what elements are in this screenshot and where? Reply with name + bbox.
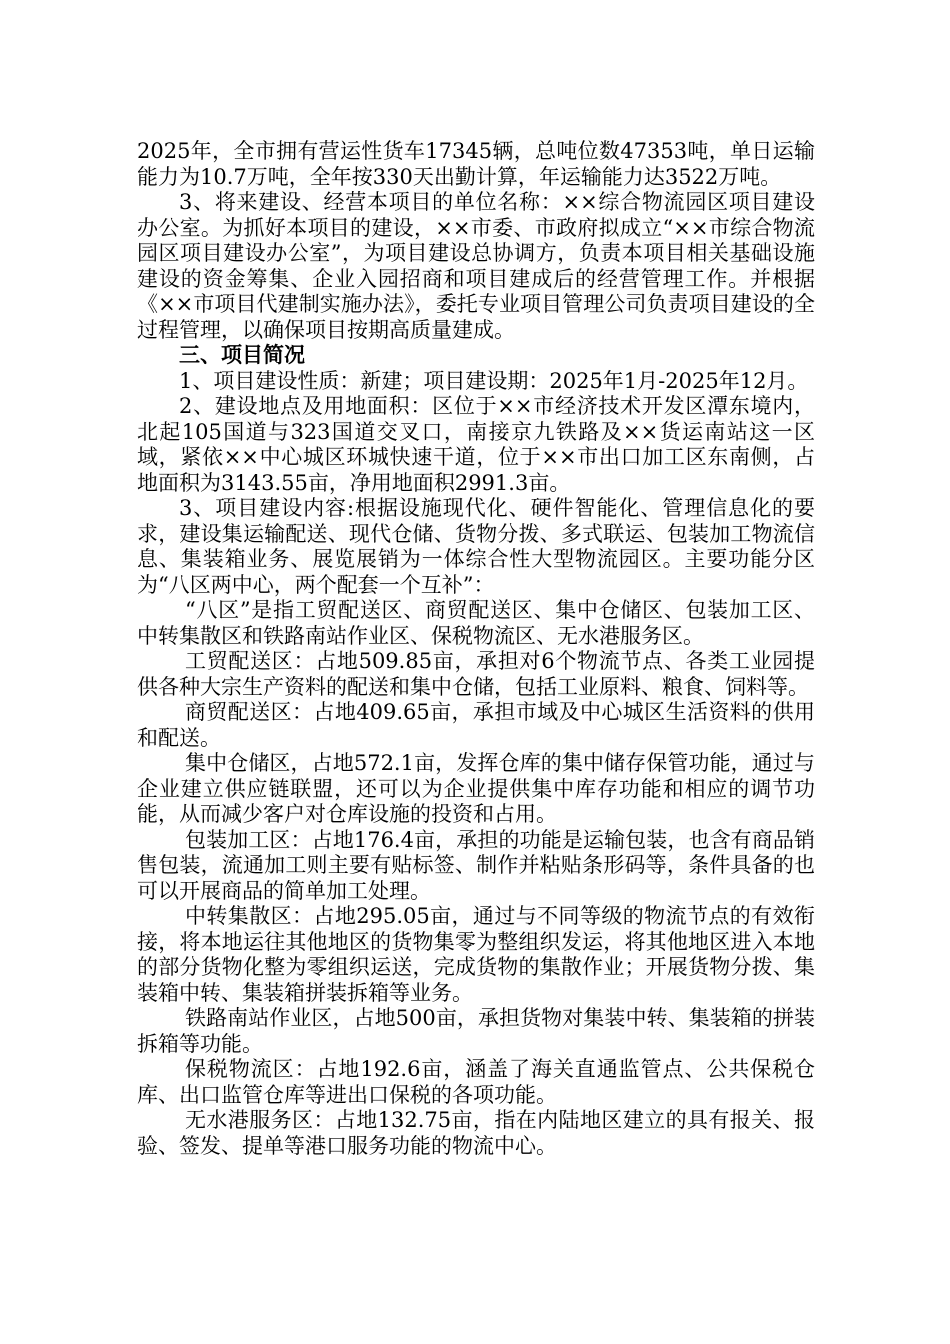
paragraph-industrial-distribution: 工贸配送区：占地509.85亩，承担对6个物流节点、各类工业园提供各种大宗生产资料的配送和集中仓储，包括工业原料、粮食、饲料等。 [137, 649, 815, 699]
paragraph-commercial-distribution: 商贸配送区：占地409.65亩，承担市域及中心城区生活资料的供用和配送。 [137, 700, 815, 750]
paragraph-bonded-logistics: 保税物流区：占地192.6亩，涵盖了海关直通监管点、公共保税仓库、出口监管仓库等进出口保税的各项功能。 [137, 1057, 815, 1107]
paragraph-freight-capacity: 2025年，全市拥有营运性货车17345辆，总吨位数47353吨，单日运输能力为10.7万吨，全年按330天出勤计算，年运输能力达3522万吨。 [137, 139, 815, 189]
paragraph-eight-zones: “八区”是指工贸配送区、商贸配送区、集中仓储区、包装加工区、中转集散区和铁路南站作业区、保税物流区、无水港服务区。 [137, 598, 815, 648]
paragraph-location-area: 2、建设地点及用地面积：区位于××市经济技术开发区潭东境内，北起105国道与323国道交叉口，南接京九铁路及××货运南站这一区域，紧依××中心城区环城快速干道，位于××市出口加工区东南侧，占地面积为3143.55亩，净用地面积2991.3亩。 [137, 394, 815, 495]
document-page [137, 139, 815, 1159]
paragraph-operating-unit: 3、将来建设、经营本项目的单位名称：××综合物流园区项目建设办公室。为抓好本项目的建设，××市委、市政府拟成立“××市综合物流园区项目建设办公室”，为项目建设总协调方，负责本项目相关基础设施建设的资金筹集、企业入园招商和项目建成后的经营管理工作。并根据《××市项目代建制实施办法》，委托专业项目管理公司负责项目建设的全过程管理，以确保项目按期高质量建成。 [137, 190, 815, 342]
paragraph-railway-station-zone: 铁路南站作业区，占地500亩，承担货物对集装中转、集装箱的拼装拆箱等功能。 [137, 1006, 815, 1056]
paragraph-central-storage: 集中仓储区，占地572.1亩，发挥仓库的集中储存保管功能，通过与企业建立供应链联盟，还可以为企业提供集中库存功能和相应的调节功能，从而减少客户对仓库设施的投资和占用。 [137, 751, 815, 826]
paragraph-construction-content: 3、项目建设内容:根据设施现代化、硬件智能化、管理信息化的要求，建设集运输配送、现代仓储、货物分拨、多式联运、包装加工物流信息、集装箱业务、展览展销为一体综合性大型物流园区。主要功能分区为“八区两中心，两个配套一个互补”： [137, 496, 815, 597]
paragraph-packaging-processing: 包装加工区：占地176.4亩，承担的功能是运输包装，也含有商品销售包装，流通加工则主要有贴标签、制作并粘贴条形码等，条件具备的也可以开展商品的简单加工处理。 [137, 827, 815, 903]
paragraph-construction-nature: 1、项目建设性质：新建；项目建设期：2025年1月-2025年12月。 [179, 368, 809, 393]
paragraph-transfer-hub: 中转集散区：占地295.05亩，通过与不同等级的物流节点的有效衔接，将本地运往其他地区的货物集零为整组织发运，将其他地区进入本地的部分货物化整为零组织运送，完成货物的集散作业；开展货物分拨、集装箱中转、集装箱拼装拆箱等业务。 [137, 904, 815, 1005]
paragraph-dry-port-service: 无水港服务区：占地132.75亩，指在内陆地区建立的具有报关、报验、签发、提单等港口服务功能的物流中心。 [137, 1108, 815, 1158]
section-heading-project-overview: 三、项目简况 [179, 343, 305, 367]
